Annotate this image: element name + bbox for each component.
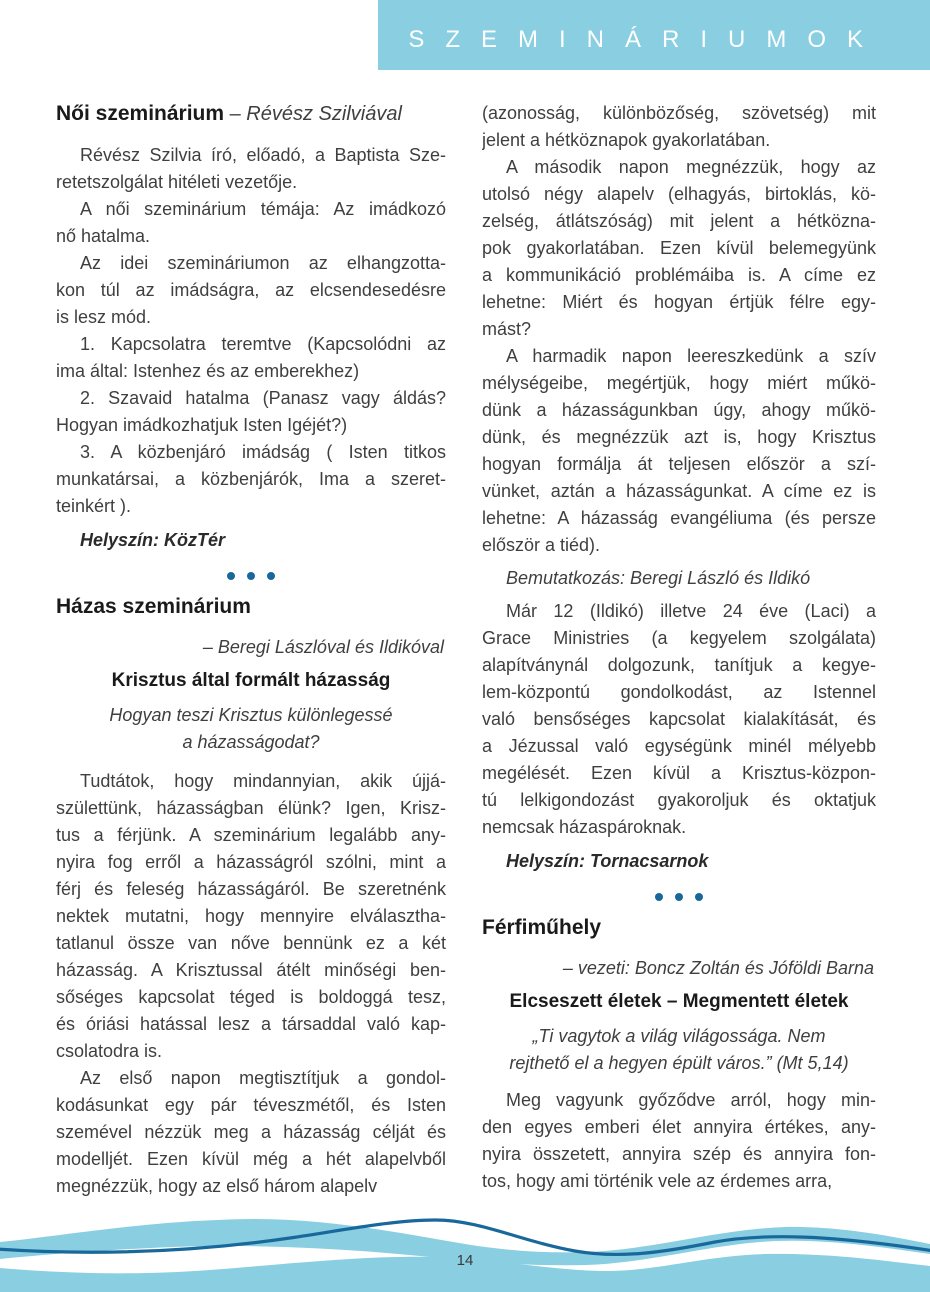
text-line: nektek mutatni, hogy mennyire elválasztha- xyxy=(56,906,446,927)
paragraph xyxy=(56,1065,446,1200)
section-heading-text: Női szeminárium xyxy=(56,102,225,125)
text-line: tatlanul össze van nőve bennünk ez a két xyxy=(56,933,446,954)
text-line: a Jézussal való egységünk minél mélyebb xyxy=(482,736,876,756)
text-line: teinkért ). xyxy=(56,496,132,516)
text-line: nyira összetett, annyira szép és annyira fon- xyxy=(482,1144,876,1165)
paragraph xyxy=(482,343,876,559)
section-heading xyxy=(482,914,876,941)
text-line: mást? xyxy=(482,319,532,339)
paragraph xyxy=(56,439,446,520)
text-line: lehetne: Miért és hogyan értjük félre egy- xyxy=(482,292,876,312)
text-line: tú lelkigondozást gyakoroljuk és oktatjuk xyxy=(482,790,876,810)
separator-dots xyxy=(482,891,876,901)
text-line: Hogyan imádkozhatjuk Isten Igéjét?) xyxy=(56,415,348,435)
text-line: dünk, és megnézzük azt is, hogy Krisztus xyxy=(482,427,876,447)
text-line: retetszolgálat hitéleti vezetője. xyxy=(56,172,298,192)
text-line: kon túl az imádságra, az elcsendesedésre xyxy=(56,280,446,300)
text-line: születtünk, házasságban élünk? Igen, Krisz- xyxy=(56,798,446,819)
dot-icon xyxy=(247,572,255,580)
page-title: SZEMINÁRIUMOK xyxy=(408,26,884,53)
text-line: Meg vagyunk győződve arról, hogy min- xyxy=(506,1090,876,1111)
text-line: Révész Szilvia író, előadó, a Baptista Sze- xyxy=(80,145,446,165)
paragraph xyxy=(482,1087,876,1195)
text-line: tos, hogy ami történik vele az érdemes arra, xyxy=(482,1171,833,1192)
section-heading-text: Férfiműhely xyxy=(482,916,602,940)
text-line: 3. A közbenjáró imádság ( Isten titkos xyxy=(80,442,446,462)
location-line: Helyszín: Tornacsarnok xyxy=(506,851,709,871)
text-line: sőséges kapcsolat téged is boldoggá tesz, xyxy=(56,987,446,1008)
text-line: munkatársai, a közbenjárók, Ima a szeret- xyxy=(56,469,446,489)
paragraph xyxy=(56,250,446,331)
dot-icon xyxy=(267,572,275,580)
text-line: hogyan formálja át teljesen először a szí- xyxy=(482,454,876,474)
text-line: 1. Kapcsolatra teremtve (Kapcsolódni az xyxy=(80,334,446,354)
text-line: Már 12 (Ildikó) illetve 24 éve (Laci) a xyxy=(506,601,876,621)
text-line: való bensőséges kapcsolat kialakítását, és xyxy=(482,709,876,729)
paragraph xyxy=(482,598,876,841)
text-line: lehetne: A házasság evangéliuma (és persze xyxy=(482,508,876,528)
text-line: megélését. Ezen kívül a Krisztus-közpon- xyxy=(482,763,876,783)
text-line: Tudtátok, hogy mindannyian, akik újjá- xyxy=(80,771,446,792)
text-line: zelség, átlátszóság) mit jelent a hétközna- xyxy=(482,211,876,231)
byline: – Beregi Lászlóval és Ildikóval xyxy=(202,637,444,658)
section-heading-presenter: – Révész Szilviával xyxy=(224,103,402,125)
paragraph xyxy=(56,331,446,385)
dot-icon xyxy=(675,893,683,901)
text-line: 2. Szavaid hatalma (Panasz vagy áldás? xyxy=(80,388,446,408)
dot-icon xyxy=(655,893,663,901)
page-number: 14 xyxy=(456,1252,474,1269)
paragraph xyxy=(56,768,446,1065)
byline: – vezeti: Boncz Zoltán és Jóföldi Barna xyxy=(562,958,874,979)
section-heading-text: Házas szeminárium xyxy=(56,595,251,619)
section-heading xyxy=(56,593,446,620)
presenter-intro: Bemutatkozás: Beregi László és Ildikó xyxy=(506,568,811,588)
footer-wave-decoration xyxy=(0,1207,930,1292)
right-column xyxy=(482,100,876,1195)
text-line: lem-központú gondolkodást, az Istennel xyxy=(482,682,876,702)
paragraph xyxy=(482,100,876,154)
text-line: (azonosság, különbözőség, szövetség) mit xyxy=(482,103,876,123)
text-line: dünk a házasságunkban úgy, ahogy műkö- xyxy=(482,400,876,420)
text-line: A női szeminárium témája: Az imádkozó xyxy=(80,199,446,219)
paragraph xyxy=(482,154,876,343)
text-line: mélységeibe, megértjük, hogy miért műkö- xyxy=(482,373,876,393)
text-line: A harmadik napon leereszkedünk a szív xyxy=(506,346,876,366)
text-line: Az első napon megtisztítjuk a gondol- xyxy=(80,1068,446,1089)
text-line: utolsó négy alapelv (elhagyás, birtoklás, kö- xyxy=(482,184,876,204)
text-line: először a tiéd). xyxy=(482,535,601,555)
text-line: nyira fog erről a házasságról szólni, mint a xyxy=(56,852,446,873)
text-line: modelljét. Ezen kívül még a hét alapelvből xyxy=(56,1149,446,1170)
text-line: den egyes emberi élet annyira értékes, any- xyxy=(482,1117,876,1138)
text-line: tus a férjünk. A szeminárium legalább any- xyxy=(56,825,446,846)
left-column xyxy=(56,100,446,1200)
dot-icon xyxy=(227,572,235,580)
text-line: pok gyakorlatában. Ezen kívül belemegyünk xyxy=(482,238,876,258)
text-line: csolatodra is. xyxy=(56,1041,163,1062)
subsection-title: Krisztus által formált házasság xyxy=(111,670,391,692)
text-line: ima által: Istenhez és az emberekhez) xyxy=(56,361,360,381)
text-line: kodásunkat egy pár téveszmétől, és Isten xyxy=(56,1095,446,1116)
separator-dots xyxy=(56,570,446,580)
paragraph xyxy=(56,385,446,439)
subtitle: Hogyan teszi Krisztus különlegessé a házasságodat? xyxy=(109,705,393,753)
text-line: férj és feleség házasságáról. Be szeretnénk xyxy=(56,879,446,900)
location-line: Helyszín: KözTér xyxy=(80,530,226,550)
text-line: alapítványnál dolgozunk, tanítjuk a kegye- xyxy=(482,655,876,675)
text-line: nemcsak házaspároknak. xyxy=(482,817,687,837)
text-line: A második napon megnézzük, hogy az xyxy=(506,157,876,177)
text-line: a kommunikáció problémáiba is. A címe ez xyxy=(482,265,876,285)
header-band xyxy=(378,0,930,70)
text-line: házasság. A Krisztussal átélt minőségi ben- xyxy=(56,960,446,981)
text-line: Grace Ministries (a kegyelem szolgálata) xyxy=(482,628,876,648)
text-line: vünket, aztán a házasságunkat. A címe ez is xyxy=(482,481,876,501)
section-heading xyxy=(56,100,446,128)
text-line: Az idei szemináriumon az elhangzotta- xyxy=(80,253,446,273)
paragraph xyxy=(56,142,446,196)
text-line: és óriási hatással lesz a társaddal való kap- xyxy=(56,1014,446,1035)
text-line: is lesz mód. xyxy=(56,307,152,327)
paragraph xyxy=(56,196,446,250)
dot-icon xyxy=(695,893,703,901)
subsection-title: Elcseszett életek – Megmentett életek xyxy=(509,991,849,1013)
text-line: szemével nézzük meg a házasság célját és xyxy=(56,1122,446,1143)
text-line: megnézzük, hogy az első három alapelv xyxy=(56,1176,378,1197)
text-line: nő hatalma. xyxy=(56,226,151,246)
scripture-quote: „Ti vagytok a világ világossága. Nem rejthető el a hegyen épült város.” (Mt 5,14) xyxy=(509,1026,849,1074)
text-line: jelent a hétköznapok gyakorlatában. xyxy=(482,130,771,150)
